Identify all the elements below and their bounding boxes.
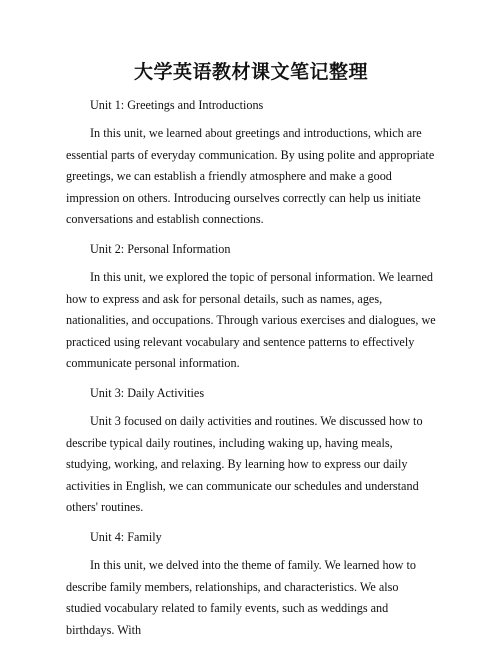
unit-heading: Unit 2: Personal Information: [90, 241, 231, 256]
unit-section-2: [66, 240, 436, 375]
unit-section-4: [66, 528, 436, 641]
unit-section-3: [66, 384, 436, 519]
unit-heading: Unit 1: Greetings and Introductions: [90, 98, 264, 112]
unit-paragraph: In this unit, we learned about greetings and introductions, which are essential parts of everyday communication. By using polite and appropriate greetings, we can establish a friendly atmosphere and make a good impression on others. Introducing ourselves correctly can help us initiate conversations and establish connections.: [66, 126, 435, 227]
unit-heading: Unit 4: Family: [90, 529, 162, 544]
document-title: 大学英语教材课文笔记整理: [133, 61, 368, 83]
unit-paragraph: In this unit, we delved into the theme of family. We learned how to describe family members, relationships, and characteristics. We also studied vocabulary related to family events, such as weddings and birthdays. With: [66, 557, 416, 637]
unit-section-1: [66, 96, 436, 231]
unit-paragraph: Unit 3 focused on daily activities and routines. We discussed how to describe typical daily routines, including waking up, having meals, studying, working, and relaxing. By learning how to express our daily activities in English, we can communicate our schedules and understand others' routines.: [66, 413, 423, 515]
unit-paragraph: In this unit, we explored the topic of personal information. We learned how to express and ask for personal details, such as names, ages, nationalities, and occupations. Through various exercises and dialogues, we practiced using relevant vocabulary and sentence patterns to effectively communicate personal information.: [66, 269, 436, 371]
unit-heading: Unit 3: Daily Activities: [90, 385, 205, 400]
